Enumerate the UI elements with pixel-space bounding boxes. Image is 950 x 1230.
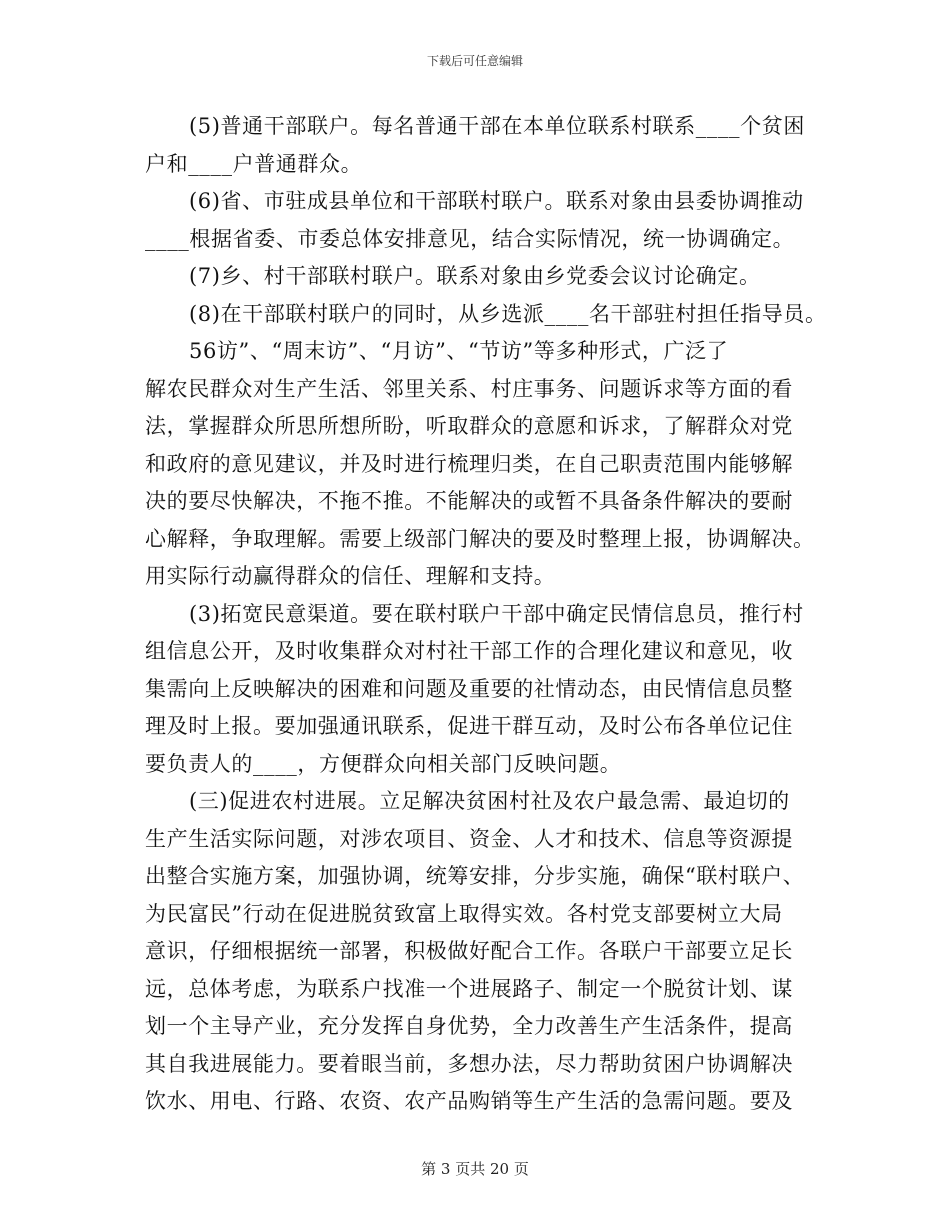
text-line: (3)拓宽民意渠道。要在联村联户干部中确定民情信息员，推行村: [189, 601, 804, 626]
text-line: 心解释，争取理解。需要上级部门解决的要及时整理上报，协调解决。: [145, 526, 815, 551]
text-line: (7)乡、村干部联村联户。联系对象由乡党委会议讨论确定。: [189, 264, 761, 288]
text-line: 其自我进展能力。要着眼当前，多想办法，尽力帮助贫困户协调解决: [145, 1051, 793, 1076]
text-line: 饮水、用电、行路、农资、农产品购销等生产生活的急需问题。要及: [145, 1089, 793, 1113]
text-line: 用实际行动赢得群众的信任、理解和支持。: [145, 564, 556, 588]
text-line: 生产生活实际问题，对涉农项目、资金、人才和技术、信息等资源提: [145, 826, 793, 851]
text-line: 远，总体考虑，为联系户找准一个进展路子、制定一个脱贫计划、谋: [145, 976, 793, 1001]
page-footer: 第 3 页共 20 页: [421, 1160, 529, 1178]
text-line: 法，掌握群众所思所想所盼，听取群众的意愿和诉求，了解群众对党: [145, 414, 793, 438]
text-line: 集需向上反映解决的困难和问题及重要的社情动态，由民情信息员整: [145, 676, 793, 701]
page-header: 下载后可任意编辑: [426, 54, 523, 68]
text-line: 组信息公开，及时收集群众对村社干部工作的合理化建议和意见，收: [145, 639, 793, 663]
text-line: 划一个主导产业，充分发挥自身优势，全力改善生产生活条件，提高: [145, 1014, 793, 1038]
text-line: 56访”、“周末访”、“月访”、“节访”等多种形式，广泛了: [189, 339, 729, 363]
text-line: (6)省、市驻成县单位和干部联村联户。联系对象由县委协调推动: [189, 189, 804, 213]
text-line: (5)普通干部联户。每名普通干部在本单位联系村联系____个贫困: [189, 114, 805, 138]
text-line: 为民富民”行动在促进脱贫致富上取得实效。各村党支部要树立大局: [145, 901, 783, 926]
text-line: (三)促进农村进展。立足解决贫困村社及农户最急需、最迫切的: [189, 789, 790, 813]
text-line: 意识，仔细根据统一部署，积极做好配合工作。各联户干部要立足长: [145, 939, 793, 963]
text-line: ____根据省委、市委总体安排意见，结合实际情况，统一协调确定。: [145, 226, 795, 251]
text-line: 理及时上报。要加强通讯联系，促进干群互动，及时公布各单位记住: [145, 714, 793, 738]
text-line: 出整合实施方案，加强协调，统筹安排，分步实施，确保“联村联户、: [145, 864, 805, 888]
text-line: 户和____户普通群众。: [145, 151, 363, 176]
text-line: 要负责人的____，方便群众向相关部门反映问题。: [145, 751, 622, 776]
text-line: 决的要尽快解决，不拖不推。不能解决的或暂不具备条件解决的要耐: [145, 489, 793, 513]
document-body: [145, 108, 835, 1121]
text-line: 解农民群众对生产生活、邻里关系、村庄事务、问题诉求等方面的看: [145, 376, 793, 401]
text-line: 和政府的意见建议，并及时进行梳理归类，在自己职责范围内能够解: [145, 451, 793, 476]
text-line: (8)在干部联村联户的同时，从乡选派____名干部驻村担任指导员。: [189, 301, 827, 326]
